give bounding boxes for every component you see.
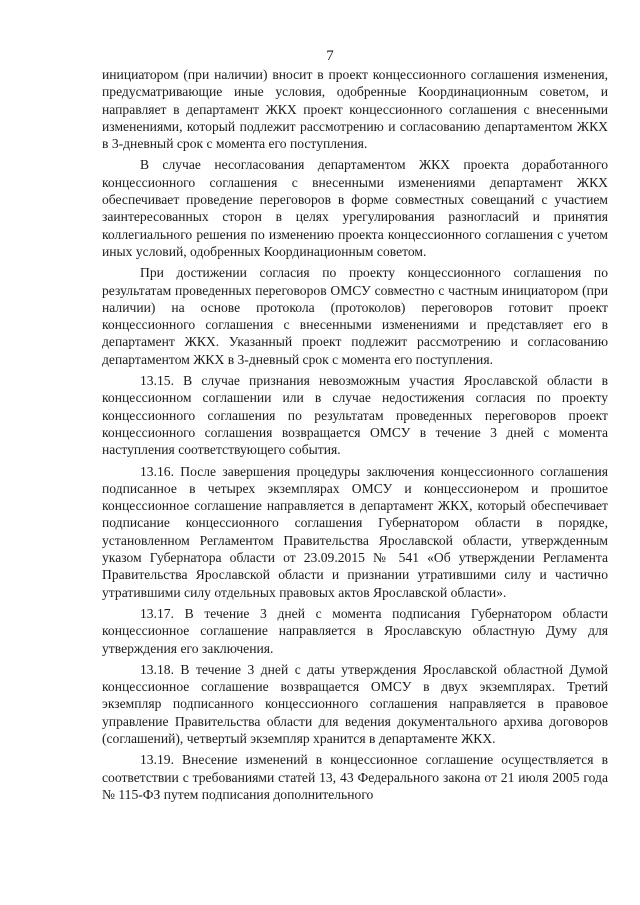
page-number: 7 [326, 48, 334, 64]
paragraph-disagreement: В случае несогласования департаментом ЖКХ проекта доработанного концессионного соглашения с внесенными изменениями департамент ЖКХ обеспечивает проведение переговоров в форме совместных совещаний с участием заинтересованных сторон в целях урегулирования разногласий и принятия коллегиального решения по изменению проекта концессионного соглашения с учетом иных условий, одобренных Координационным советом. [102, 157, 608, 259]
document-body [102, 66, 608, 803]
paragraph-13-17: 13.17. В течение 3 дней с момента подписания Губернатором области концессионное соглашение направляется в Ярославскую областную Думу для утверждения его заключения. [102, 605, 608, 656]
paragraph-agreement: При достижении согласия по проекту концессионного соглашения по результатам проведенных переговоров ОМСУ совместно с частным инициатором (при наличии) на основе протокола (протоколов) переговоров готовит проект концессионного соглашения с внесенными изменениями и представляет его в департамент ЖКХ. Указанный проект подлежит рассмотрению и согласованию департаментом ЖКХ в 3-дневный срок с момента его поступления. [102, 265, 608, 367]
paragraph-13-18: 13.18. В течение 3 дней с даты утверждения Ярославской областной Думой концессионное соглашение возвращается ОМСУ в двух экземплярах. Третий экземпляр подписанного концессионного соглашения направляется в правовое управление Правительства области для ведения документального архива договоров (соглашений), четвертый экземпляр хранится в департаменте ЖКХ. [102, 661, 608, 746]
paragraph-continuation: инициатором (при наличии) вносит в проект концессионного соглашения изменения, предусматривающие иные условия, одобренные Координационным советом, и направляет в департамент ЖКХ проект концессионного соглашения с внесенными изменениями, который подлежит рассмотрению и согласованию департаментом ЖКХ в 3-дневный срок с момента его поступления. [102, 67, 608, 152]
paragraph-13-15: 13.15. В случае признания невозможным участия Ярославской области в концессионном соглашении или в случае недостижения согласия по проекту концессионного соглашения по результатам проведенных переговоров проект концессионного соглашения возвращается ОМСУ в течение 3 дней с момента наступления соответствующего события. [102, 373, 608, 458]
paragraph-13-19: 13.19. Внесение изменений в концессионное соглашение осуществляется в соответствии с требованиями статей 13, 43 Федерального закона от 21 июля 2005 года № 115-ФЗ путем подписания дополнительного [102, 752, 608, 802]
paragraph-13-16: 13.16. После завершения процедуры заключения концессионного соглашения подписанное в четырех экземплярах ОМСУ и концессионером и прошитое концессионное соглашение направляется в департамент ЖКХ, который обеспечивает подписание концессионного соглашения Губернатором области в порядке, установленном Регламентом Правительства Ярославской области, утвержденным указом Губернатора области от 23.09.2015 № 541 «Об утверждении Регламента Правительства Ярославской области и признании утратившими силу и частично утратившими силу отдельных правовых актов Ярославской области». [102, 463, 608, 600]
